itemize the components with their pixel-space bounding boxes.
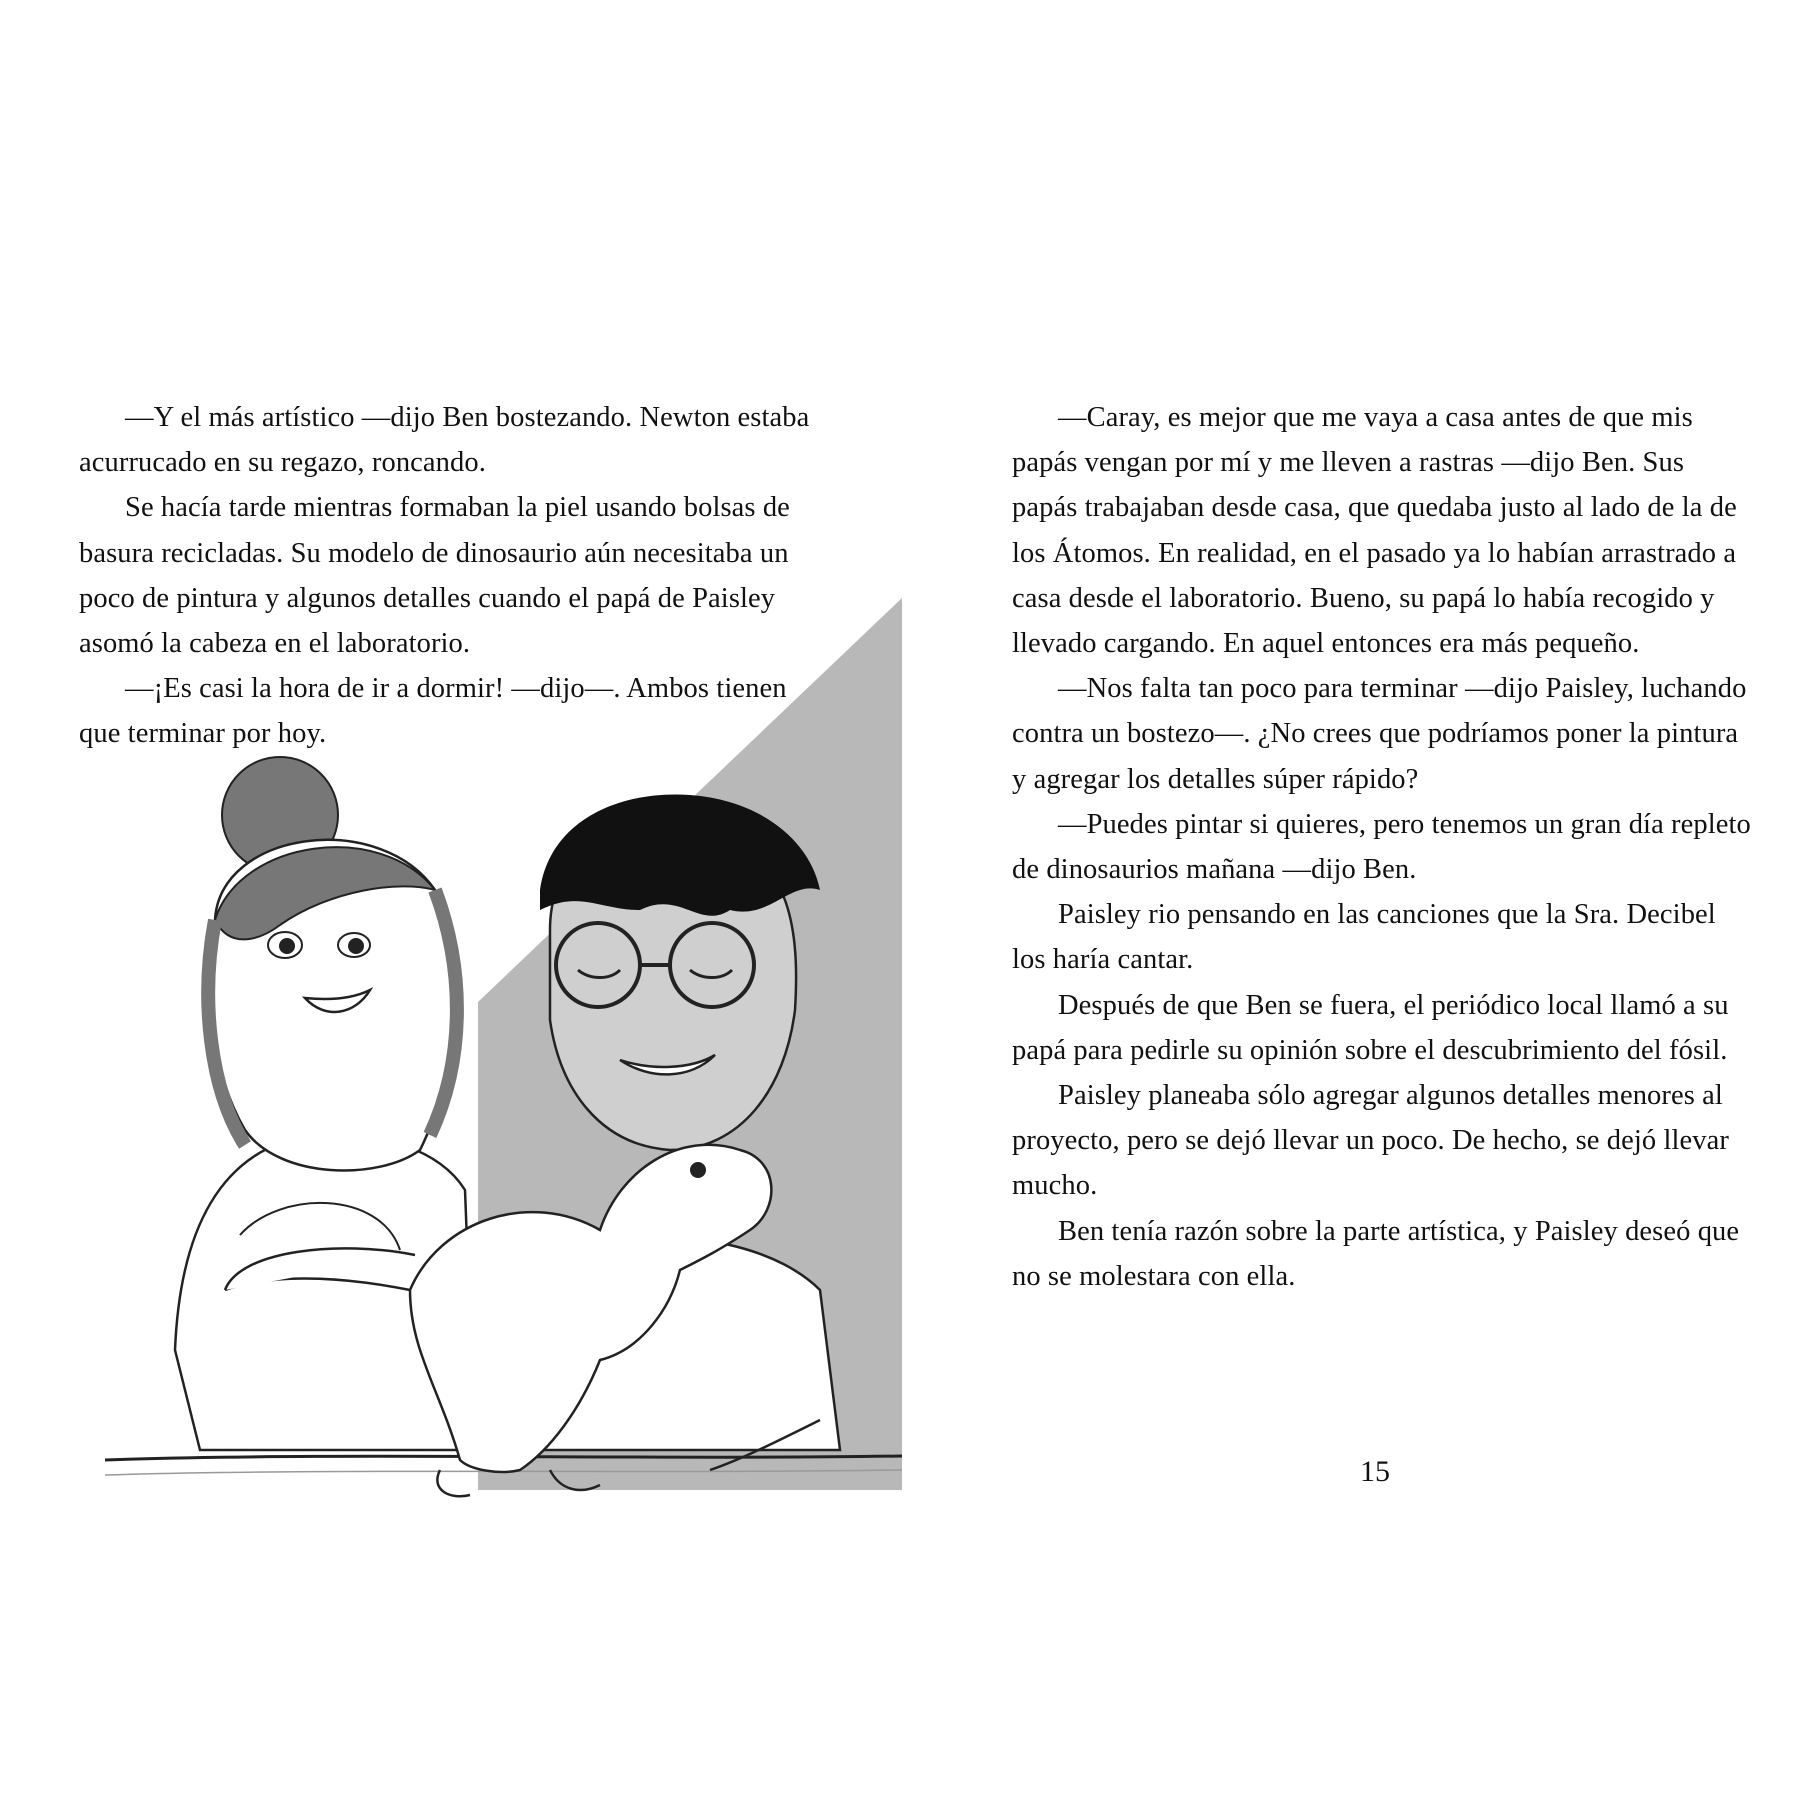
paragraph: Paisley rio pensando en las canciones que la Sra. Decibel los haría cantar.: [1012, 899, 1716, 976]
paragraph: Paisley planeaba sólo agregar algunos detalles menores al proyecto, pero se dejó llevar un poco. De hecho, se dejó llevar mucho.: [1012, 1080, 1729, 1202]
paragraph: Después de que Ben se fuera, el periódico local llamó a su papá para pedirle su opinión sobre el descubrimiento del fósil.: [1012, 989, 1729, 1066]
paragraph: —Puedes pintar si quieres, pero tenemos un gran día repleto de dinosaurios mañana —dijo Ben.: [1012, 808, 1751, 886]
paragraph: Ben tenía razón sobre la parte artística, y Paisley deseó que no se molestara con ella.: [1012, 1215, 1740, 1292]
girl-and-boy-with-dinosaur-model-illustration: [80, 590, 920, 1550]
paragraph: —¡Es casi la hora de ir a dormir! —dijo—. Ambos tienen que terminar por hoy.: [79, 673, 787, 750]
paragraph: —Y el más artístico —dijo Ben bostezando. Newton estaba acurrucado en su regazo, roncando.: [79, 402, 810, 479]
paragraph: —Nos falta tan poco para terminar —dijo Paisley, luchando contra un bostezo—. ¿No crees que podríamos poner la pintura y agregar los detalles súper rápido?: [1012, 673, 1747, 795]
page-number: 15: [1360, 1455, 1390, 1488]
paragraph: Se hacía tarde mientras formaban la piel usando bolsas de basura recicladas. Su modelo de dinosaurio aún necesitaba un poco de pintura y algunos detalles cuando el papá de Paisley asomó la cabeza en el laboratorio.: [79, 492, 790, 660]
right-page-text: [1012, 395, 1752, 1299]
paragraph: —Caray, es mejor que me vaya a casa antes de que mis papás vengan por mí y me lleven a rastras —dijo Ben. Sus papás trabajaban desde casa, que quedaba justo al lado de la de los Átomos. En realidad, en el pasado ya lo habían arrastrado a casa desde el laboratorio. Bueno, su papá lo había recogido y llevado cargando. En aquel entonces era más pequeño.: [1012, 402, 1737, 660]
